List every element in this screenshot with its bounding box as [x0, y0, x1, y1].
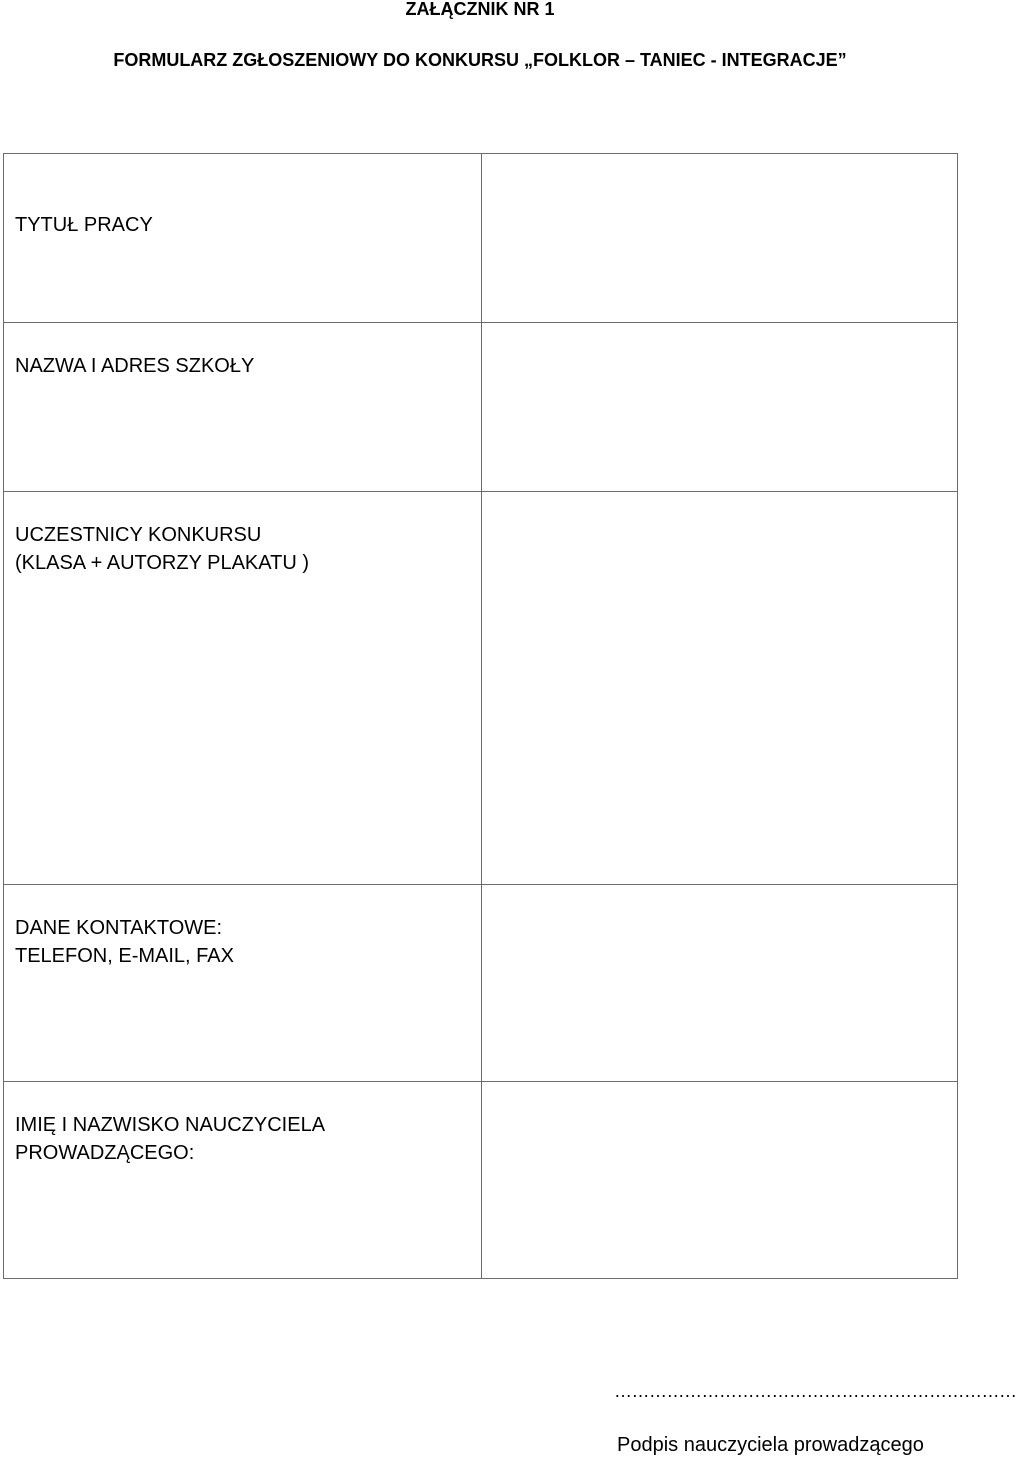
- signature-label: Podpis nauczyciela prowadzącego: [617, 1434, 924, 1456]
- label-cell: [4, 323, 482, 492]
- signature-line[interactable]: ……………………………………………………………: [614, 1381, 1017, 1401]
- field-value-school[interactable]: [482, 323, 958, 492]
- field-label-participants: UCZESTNICY KONKURSU (KLASA + AUTORZY PLAKATU ): [15, 524, 309, 574]
- field-label-work-title: TYTUŁ PRACY: [15, 214, 153, 236]
- field-value-contact[interactable]: [482, 885, 958, 1082]
- form-row-school: [4, 323, 958, 492]
- label-cell: [4, 492, 482, 885]
- label-cell: [4, 1082, 482, 1279]
- label-cell: [4, 885, 482, 1082]
- field-label-teacher: IMIĘ I NAZWISKO NAUCZYCIELA PROWADZĄCEGO:: [15, 1114, 326, 1164]
- application-form-table: [3, 153, 958, 1279]
- form-row-contact: [4, 885, 958, 1082]
- form-row-work-title: [4, 154, 958, 323]
- form-title: FORMULARZ ZGŁOSZENIOWY DO KONKURSU „FOLKLOR – TANIEC - INTEGRACJE”: [113, 50, 847, 70]
- field-value-teacher[interactable]: [482, 1082, 958, 1279]
- label-cell: [4, 154, 482, 323]
- field-value-participants[interactable]: [482, 492, 958, 885]
- field-label-contact: DANE KONTAKTOWE: TELEFON, E-MAIL, FAX: [15, 917, 234, 967]
- form-row-teacher: [4, 1082, 958, 1279]
- field-value-work-title[interactable]: [482, 154, 958, 323]
- attachment-heading: ZAŁĄCZNIK NR 1: [405, 0, 555, 19]
- field-label-school: NAZWA I ADRES SZKOŁY: [15, 355, 255, 377]
- form-row-participants: [4, 492, 958, 885]
